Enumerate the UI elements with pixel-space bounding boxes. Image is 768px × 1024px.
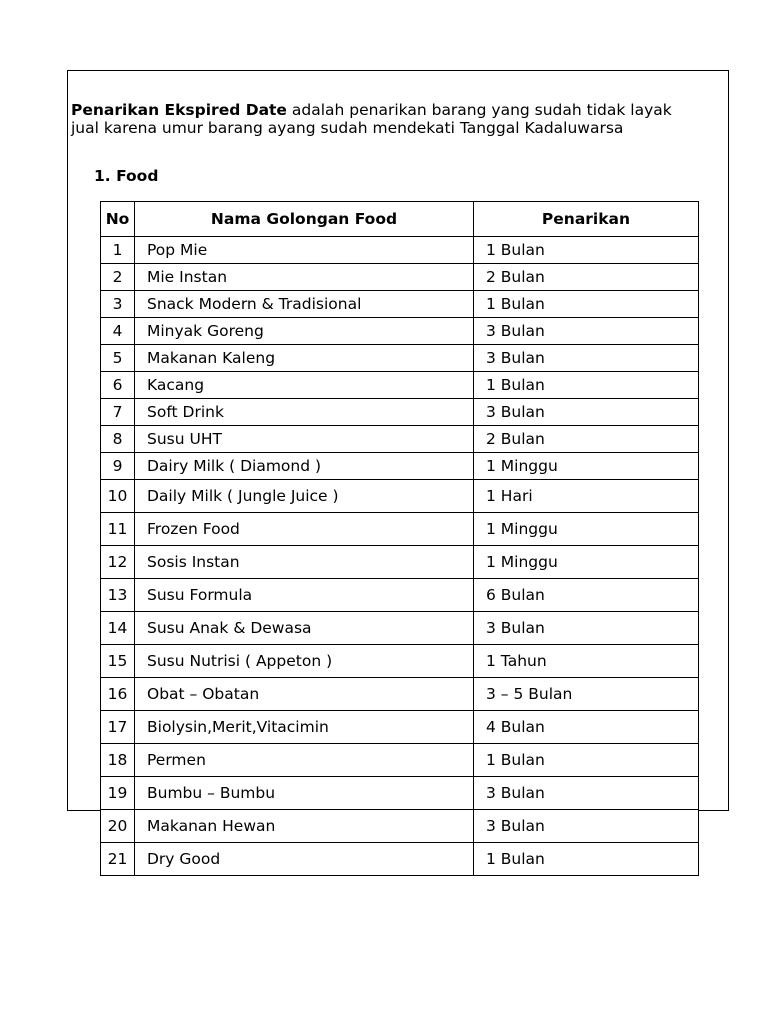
- row-penarikan-cell: 1 Bulan: [474, 843, 699, 876]
- row-no-cell: 14: [101, 612, 135, 645]
- row-name-cell: Dry Good: [135, 843, 474, 876]
- row-penarikan-cell: 1 Bulan: [474, 237, 699, 264]
- header-no: No: [101, 202, 135, 237]
- table-row: [101, 579, 699, 612]
- table-row: [101, 372, 699, 399]
- row-penarikan-cell: 6 Bulan: [474, 579, 699, 612]
- row-no-cell: 12: [101, 546, 135, 579]
- row-penarikan-cell: 1 Tahun: [474, 645, 699, 678]
- row-name-cell: Frozen Food: [135, 513, 474, 546]
- table-row: [101, 612, 699, 645]
- row-no-cell: 20: [101, 810, 135, 843]
- intro-definition: adalah penarikan barang yang sudah tidak layak jual karena umur barang ayang sudah mendekati Tanggal Kadaluwarsa: [71, 101, 672, 137]
- table-row: [101, 237, 699, 264]
- table-row: [101, 318, 699, 345]
- row-penarikan-cell: 2 Bulan: [474, 264, 699, 291]
- table-row: [101, 810, 699, 843]
- row-penarikan-cell: 3 Bulan: [474, 612, 699, 645]
- row-no-cell: 6: [101, 372, 135, 399]
- table-row: [101, 426, 699, 453]
- row-no-cell: 11: [101, 513, 135, 546]
- row-name-cell: Minyak Goreng: [135, 318, 474, 345]
- table-row: [101, 843, 699, 876]
- row-penarikan-cell: 3 – 5 Bulan: [474, 678, 699, 711]
- row-name-cell: Daily Milk ( Jungle Juice ): [135, 480, 474, 513]
- row-no-cell: 5: [101, 345, 135, 372]
- row-no-cell: 15: [101, 645, 135, 678]
- row-no-cell: 18: [101, 744, 135, 777]
- table-row: [101, 678, 699, 711]
- row-name-cell: Susu Formula: [135, 579, 474, 612]
- intro-term: Penarikan Ekspired Date: [71, 101, 287, 119]
- header-penarikan: Penarikan: [474, 202, 699, 237]
- table-header-row: [101, 202, 699, 237]
- row-no-cell: 16: [101, 678, 135, 711]
- table-row: [101, 744, 699, 777]
- row-name-cell: Susu Anak & Dewasa: [135, 612, 474, 645]
- row-penarikan-cell: 4 Bulan: [474, 711, 699, 744]
- row-no-cell: 13: [101, 579, 135, 612]
- row-penarikan-cell: 2 Bulan: [474, 426, 699, 453]
- row-penarikan-cell: 3 Bulan: [474, 399, 699, 426]
- row-penarikan-cell: 1 Hari: [474, 480, 699, 513]
- table-row: [101, 645, 699, 678]
- row-no-cell: 17: [101, 711, 135, 744]
- row-penarikan-cell: 3 Bulan: [474, 345, 699, 372]
- table-row: [101, 291, 699, 318]
- table-row: [101, 453, 699, 480]
- row-penarikan-cell: 1 Bulan: [474, 372, 699, 399]
- row-penarikan-cell: 1 Minggu: [474, 453, 699, 480]
- row-name-cell: Soft Drink: [135, 399, 474, 426]
- row-name-cell: Susu Nutrisi ( Appeton ): [135, 645, 474, 678]
- row-no-cell: 10: [101, 480, 135, 513]
- table-row: [101, 777, 699, 810]
- food-table: [100, 201, 699, 876]
- row-name-cell: Snack Modern & Tradisional: [135, 291, 474, 318]
- row-name-cell: Biolysin,Merit,Vitacimin: [135, 711, 474, 744]
- row-name-cell: Dairy Milk ( Diamond ): [135, 453, 474, 480]
- row-name-cell: Makanan Hewan: [135, 810, 474, 843]
- section-title: 1. Food: [94, 167, 159, 185]
- table-row: [101, 711, 699, 744]
- row-name-cell: Makanan Kaleng: [135, 345, 474, 372]
- row-penarikan-cell: 3 Bulan: [474, 810, 699, 843]
- table-body: [101, 237, 699, 876]
- row-no-cell: 7: [101, 399, 135, 426]
- row-name-cell: Kacang: [135, 372, 474, 399]
- row-no-cell: 2: [101, 264, 135, 291]
- row-penarikan-cell: 1 Minggu: [474, 546, 699, 579]
- row-name-cell: Bumbu – Bumbu: [135, 777, 474, 810]
- row-no-cell: 4: [101, 318, 135, 345]
- row-penarikan-cell: 1 Bulan: [474, 744, 699, 777]
- row-no-cell: 8: [101, 426, 135, 453]
- row-penarikan-cell: 1 Bulan: [474, 291, 699, 318]
- table-row: [101, 399, 699, 426]
- header-name: Nama Golongan Food: [135, 202, 474, 237]
- row-name-cell: Sosis Instan: [135, 546, 474, 579]
- row-name-cell: Obat – Obatan: [135, 678, 474, 711]
- row-no-cell: 9: [101, 453, 135, 480]
- table-row: [101, 546, 699, 579]
- row-no-cell: 19: [101, 777, 135, 810]
- table-row: [101, 480, 699, 513]
- row-name-cell: Permen: [135, 744, 474, 777]
- row-no-cell: 3: [101, 291, 135, 318]
- row-penarikan-cell: 1 Minggu: [474, 513, 699, 546]
- row-no-cell: 21: [101, 843, 135, 876]
- row-penarikan-cell: 3 Bulan: [474, 318, 699, 345]
- row-name-cell: Susu UHT: [135, 426, 474, 453]
- table-row: [101, 264, 699, 291]
- row-name-cell: Mie Instan: [135, 264, 474, 291]
- row-penarikan-cell: 3 Bulan: [474, 777, 699, 810]
- table-row: [101, 345, 699, 372]
- intro-paragraph: [71, 101, 701, 137]
- table-row: [101, 513, 699, 546]
- row-name-cell: Pop Mie: [135, 237, 474, 264]
- row-no-cell: 1: [101, 237, 135, 264]
